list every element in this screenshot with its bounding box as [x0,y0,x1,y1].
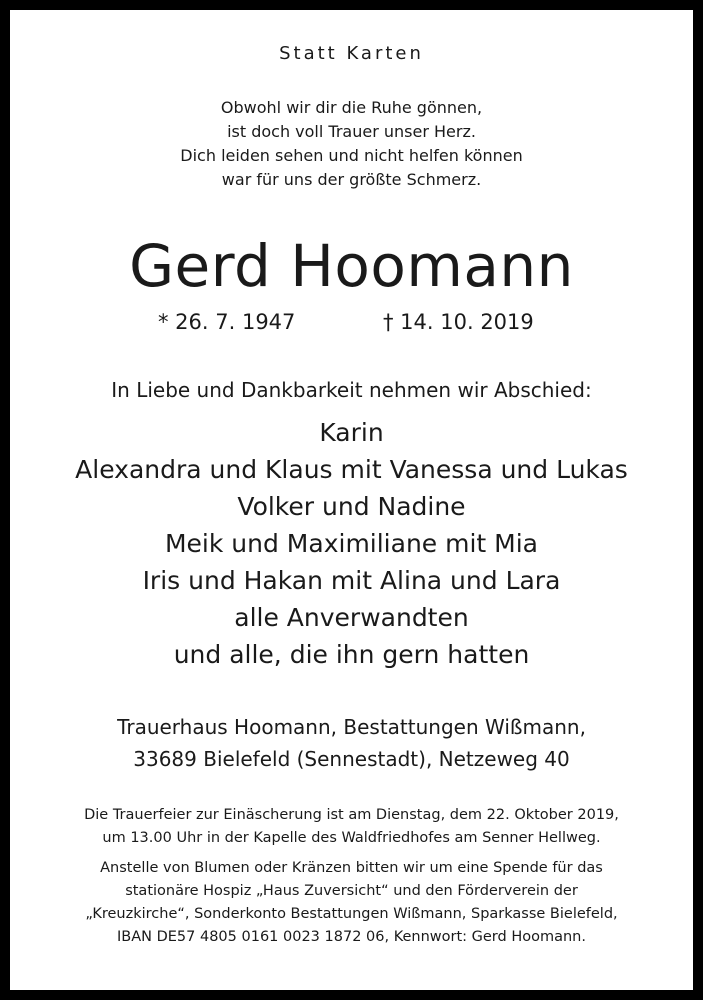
funeral-home-address: 33689 Bielefeld (Sennestadt), Netzeweg 40 [133,747,570,771]
donation-line: Anstelle von Blumen oder Kränzen bitten wir um eine Spende für das [100,860,603,876]
family-member: Meik und Maximiliane mit Mia [164,529,539,558]
ceremony-line: um 13.00 Uhr in der Kapelle des Waldfriedhofes am Senner Hellweg. [102,830,601,846]
family-member: Alexandra und Klaus mit Vanessa und Lukas [75,455,628,484]
family-member: Volker und Nadine [237,492,466,521]
donation-line: stationäre Hospiz „Haus Zuversicht“ und den Förderverein der [125,883,578,899]
funeral-home-line: Trauerhaus Hoomann, Bestattungen Wißmann, [117,715,586,739]
header-statt-karten: Statt Karten [279,43,424,64]
deceased-name: Gerd Hoomann [129,232,574,300]
donation-line: „Kreuzkirche“, Sonderkonto Bestattungen Wißmann, Sparkasse Bielefeld, [85,906,618,922]
birth-date: * 26. 7. 1947 [158,310,296,334]
donation-line: IBAN DE57 4805 0161 0023 1872 06, Kennwort: Gerd Hoomann. [117,929,586,945]
poem-line: Obwohl wir dir die Ruhe gönnen, [220,98,483,117]
poem-line: ist doch voll Trauer unser Herz. [227,122,476,141]
family-member: Karin [319,418,384,447]
poem-line: war für uns der größte Schmerz. [221,170,482,189]
family-member: Iris und Hakan mit Alina und Lara [142,566,561,595]
obituary-notice [10,10,693,990]
family-member: und alle, die ihn gern hatten [173,640,530,669]
poem-line: Dich leiden sehen und nicht helfen können [180,146,523,165]
death-date: † 14. 10. 2019 [383,310,534,334]
farewell-intro: In Liebe und Dankbarkeit nehmen wir Abschied: [111,378,592,402]
ceremony-line: Die Trauerfeier zur Einäscherung ist am Dienstag, dem 22. Oktober 2019, [84,807,619,823]
family-member: alle Anverwandten [234,603,469,632]
